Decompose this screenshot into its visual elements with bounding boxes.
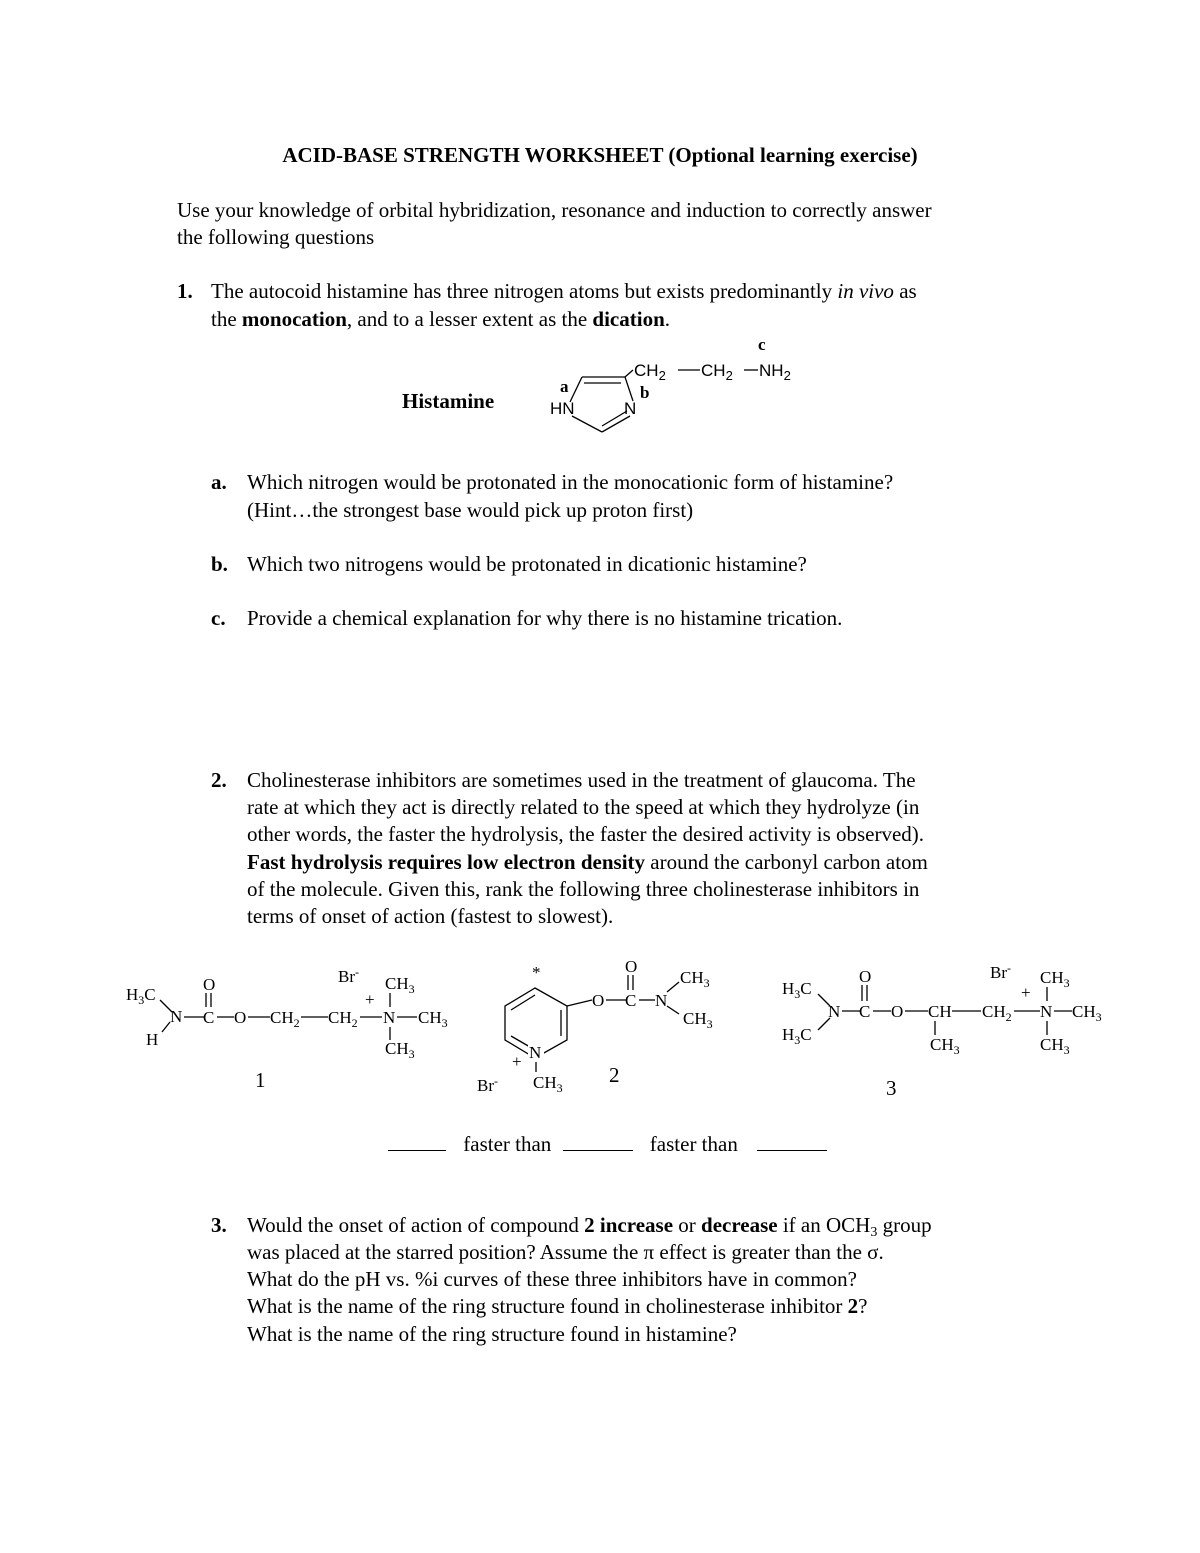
faster-than-1: faster than <box>463 1132 552 1156</box>
label-b: b <box>640 383 650 402</box>
q2-line-5: of the molecule. Given this, rank the following three cholinesterase inhibitors in <box>247 877 920 901</box>
c1-ch2-b: $CH_2$ <box>328 1008 358 1030</box>
c3-c: C <box>859 1002 871 1021</box>
q1a-line-1: Which nitrogen would be protonated in the monocationic form of histamine? <box>247 470 894 494</box>
c2-bond-me1 <box>667 982 679 992</box>
c3-n-plus: N <box>1040 1002 1053 1021</box>
chain-ch2-2: $CH_2$ <box>701 361 733 383</box>
ring-bond-4b <box>602 411 627 426</box>
c1-plus: + <box>365 990 375 1009</box>
rank-blank-2[interactable] <box>563 1132 633 1151</box>
c1-n-plus: N <box>383 1008 396 1027</box>
c3-br: Br- <box>990 961 1011 982</box>
c3-ch3-bottom: $CH_3$ <box>1040 1035 1070 1057</box>
chain-ch2-1: $CH_2$ <box>634 361 666 383</box>
intro-line-1: Use your knowledge of orbital hybridization, resonance and induction to correctly answer <box>177 198 932 222</box>
c3-h3c-bottom: $H_3C$ <box>782 1025 812 1047</box>
chain-nh2: $NH_2$ <box>759 361 791 383</box>
c2-bond-o <box>567 1000 592 1006</box>
q2-line-1: Cholinesterase inhibitors are sometimes used in the treatment of glaucoma. The <box>247 768 916 792</box>
c2-ring-dbl-1 <box>511 995 535 1010</box>
c1-h3c: $H_3C$ <box>126 985 156 1007</box>
ring-bond-1 <box>570 377 582 402</box>
label-c: c <box>758 335 766 354</box>
q1-line-1: The autocoid histamine has three nitrogen atoms but exists predominantly in vivo as <box>211 279 917 303</box>
compound-3-structure <box>778 960 1118 1060</box>
q2-line-4: Fast hydrolysis requires low electron density around the carbonyl carbon atom <box>247 850 928 874</box>
faster-than-2: faster than <box>649 1132 738 1156</box>
side-bond <box>625 370 633 377</box>
compound-2-structure <box>475 950 735 1100</box>
c2-br: Br- <box>477 1074 498 1095</box>
q1c-letter: c. <box>211 606 226 630</box>
q3-line-4: What is the name of the ring structure found in cholinesterase inhibitor 2? <box>247 1294 868 1318</box>
c1-bond-h <box>162 1022 170 1032</box>
c3-ch3-top: $CH_3$ <box>1040 968 1070 990</box>
q2-number: 2. <box>211 768 227 792</box>
c1-o-carbonyl: O <box>203 975 216 994</box>
c1-ch3-right: $CH_3$ <box>418 1008 448 1030</box>
q1a-letter: a. <box>211 470 227 494</box>
q1a-line-2: (Hint…the strongest base would pick up proton first) <box>247 498 694 522</box>
c2-ch3-n: $CH_3$ <box>533 1073 563 1095</box>
rank-blank-3[interactable] <box>757 1132 827 1151</box>
q1-line-2: the monocation, and to a lesser extent as the dication. <box>211 307 670 331</box>
c2-star: * <box>532 963 541 982</box>
c3-o: O <box>891 1002 904 1021</box>
c1-ch3-top: $CH_3$ <box>385 974 415 996</box>
histamine-label: Histamine <box>402 389 495 413</box>
q1-number: 1. <box>177 279 193 303</box>
n-atom: N <box>624 399 637 418</box>
c1-ch2-a: $CH_2$ <box>270 1008 300 1030</box>
compound-2-label: 2 <box>609 1063 620 1087</box>
compound-3-label: 3 <box>886 1076 897 1100</box>
c1-br: Br- <box>338 965 359 986</box>
c3-n: N <box>828 1002 841 1021</box>
c2-n-amide: N <box>655 991 668 1010</box>
c2-ch3-bottom: $CH_3$ <box>683 1009 713 1031</box>
c3-ch3-branch: $CH_3$ <box>930 1035 960 1057</box>
c3-o-carbonyl: O <box>859 967 872 986</box>
c1-o: O <box>234 1008 247 1027</box>
q2-line-2: rate at which they act is directly related to the speed at which they hydrolyze (in <box>247 795 920 819</box>
ring-bond-3 <box>625 377 633 401</box>
q1c-line-1: Provide a chemical explanation for why there is no histamine trication. <box>247 606 843 630</box>
c2-o: O <box>592 991 605 1010</box>
intro-line-2: the following questions <box>177 225 375 249</box>
c2-c: C <box>625 991 637 1010</box>
c2-n: N <box>529 1043 542 1062</box>
q3-number: 3. <box>211 1213 227 1237</box>
q3-line-5: What is the name of the ring structure found in histamine? <box>247 1322 737 1346</box>
q2-line-6: terms of onset of action (fastest to slowest). <box>247 904 614 928</box>
c1-c: C <box>203 1008 215 1027</box>
c2-plus: + <box>512 1052 522 1071</box>
q3-line-1: Would the onset of action of compound 2 increase or decrease if an $OCH_3$ group <box>247 1213 932 1240</box>
q3-line-2: was placed at the starred position? Assume the π effect is greater than the σ. <box>247 1240 884 1264</box>
c3-ch2: $CH_2$ <box>982 1002 1012 1024</box>
c1-h: H <box>146 1030 159 1049</box>
ring-bond-5 <box>572 416 602 432</box>
c3-plus: + <box>1021 983 1031 1002</box>
c2-o-carbonyl: O <box>625 957 638 976</box>
label-a: a <box>560 377 569 396</box>
c1-ch3-bottom: $CH_3$ <box>385 1039 415 1061</box>
q1b-line-1: Which two nitrogens would be protonated in dicationic histamine? <box>247 552 807 576</box>
c2-bond-me2 <box>667 1006 679 1014</box>
q2-line-3: other words, the faster the hydrolysis, the faster the desired activity is observed). <box>247 822 925 846</box>
c3-ch3-right: $CH_3$ <box>1072 1002 1102 1024</box>
rank-blank-1[interactable] <box>388 1132 446 1151</box>
page-title: ACID-BASE STRENGTH WORKSHEET (Optional learning exercise) <box>282 143 918 167</box>
c3-h3c-top: $H_3C$ <box>782 979 812 1001</box>
q3-line-3: What do the pH vs. %i curves of these three inhibitors have in common? <box>247 1267 858 1291</box>
q1b-letter: b. <box>211 552 228 576</box>
c2-ch3-top: $CH_3$ <box>680 968 710 990</box>
c3-ch: CH <box>928 1002 952 1021</box>
ranking-row <box>388 1131 827 1158</box>
compound-1-label: 1 <box>255 1068 266 1092</box>
compound-1-structure <box>120 960 465 1060</box>
histamine-structure <box>540 330 820 440</box>
c1-n: N <box>170 1007 183 1026</box>
hn-atom: HN <box>550 399 575 418</box>
